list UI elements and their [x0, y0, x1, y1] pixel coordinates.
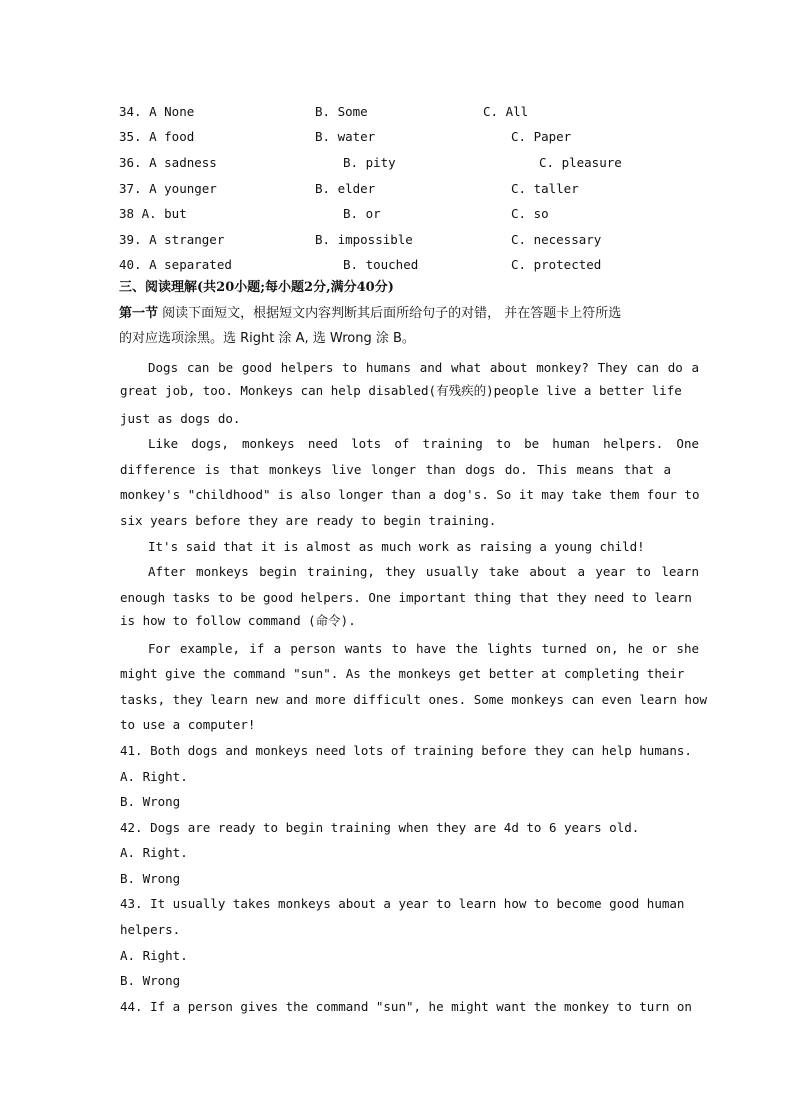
answer-option-a: A. Right.	[120, 845, 188, 860]
option-b: B. elder	[315, 181, 376, 196]
question-43: 43. It usually takes monkeys about a year to learn how to become good human	[120, 896, 685, 911]
part-label: 第一节	[119, 306, 159, 321]
paragraph-line: enough tasks to be good helpers. One important thing that they need to learn	[120, 590, 692, 605]
paragraph-line: monkey's "childhood" is also longer than a dog's. So it may take them four to	[120, 487, 700, 502]
instruction-line	[119, 306, 671, 322]
paragraph-line: For example, if a person wants to have the lights turned on, he or she	[148, 641, 699, 656]
option-b: B. Some	[315, 104, 368, 119]
paragraph-line: After monkeys begin training, they usually take about a year to learn	[148, 564, 699, 579]
paragraph-line: might give the command "sun". As the monkeys get better at completing their	[120, 666, 685, 681]
answer-option-b: B. Wrong	[120, 973, 181, 988]
option-a: 38 A. but	[119, 206, 187, 221]
option-c: C. All	[483, 104, 529, 119]
paragraph-line: just as dogs do.	[120, 411, 241, 426]
question-42: 42. Dogs are ready to begin training when they are 4d to 6 years old.	[120, 820, 640, 835]
section-title: 三、阅读理解(共20小题;每小题2分,满分40分)	[119, 280, 394, 295]
answer-option-b: B. Wrong	[120, 794, 181, 809]
option-c: C. so	[511, 206, 549, 221]
answer-option-b: B. Wrong	[120, 871, 181, 886]
question-43-continued: helpers.	[120, 922, 181, 937]
answer-option-a: A. Right.	[120, 948, 188, 963]
option-b: B. impossible	[315, 232, 413, 247]
paragraph-line: difference is that monkeys live longer than dogs do. This means that a	[120, 462, 671, 477]
option-c: C. necessary	[511, 232, 602, 247]
paragraph-line: Dogs can be good helpers to humans and what about monkey? They can do a	[148, 360, 699, 375]
question-41: 41. Both dogs and monkeys need lots of training before they can help humans.	[120, 743, 692, 758]
option-a: 34. A None	[119, 104, 195, 119]
paragraph-line: It's said that it is almost as much work as raising a young child!	[148, 539, 645, 554]
question-44: 44. If a person gives the command "sun", he might want the monkey to turn on	[120, 999, 692, 1014]
option-a: 40. A separated	[119, 257, 232, 272]
option-b: B. pity	[343, 155, 396, 170]
instruction-line: 的对应选项涂黑。选 Right 涂 A, 选 Wrong 涂 B。	[119, 331, 415, 346]
option-a: 39. A stranger	[119, 232, 225, 247]
option-b: B. touched	[343, 257, 419, 272]
answer-option-a: A. Right.	[120, 769, 188, 784]
option-a: 37. A younger	[119, 181, 217, 196]
option-c: C. pleasure	[539, 155, 622, 170]
option-c: C. protected	[511, 257, 602, 272]
instruction-text: 阅读下面短文，根据短文内容判断其后面所给句子的对错， 并在答题卡上符所选	[162, 306, 622, 321]
option-a: 35. A food	[119, 129, 195, 144]
paragraph-line: great job, too. Monkeys can help disabled(有残疾的)people live a better life	[120, 383, 682, 398]
option-b: B. water	[315, 129, 376, 144]
option-b: B. or	[343, 206, 381, 221]
option-c: C. Paper	[511, 129, 572, 144]
option-a: 36. A sadness	[119, 155, 217, 170]
paragraph-line: Like dogs, monkeys need lots of training to be human helpers. One	[148, 436, 699, 451]
paragraph-line: to use a computer!	[120, 717, 256, 732]
paragraph-line: is how to follow command (命令).	[120, 613, 356, 628]
option-c: C. taller	[511, 181, 579, 196]
paragraph-line: tasks, they learn new and more difficult ones. Some monkeys can even learn how	[120, 692, 707, 707]
paragraph-line: six years before they are ready to begin training.	[120, 513, 497, 528]
